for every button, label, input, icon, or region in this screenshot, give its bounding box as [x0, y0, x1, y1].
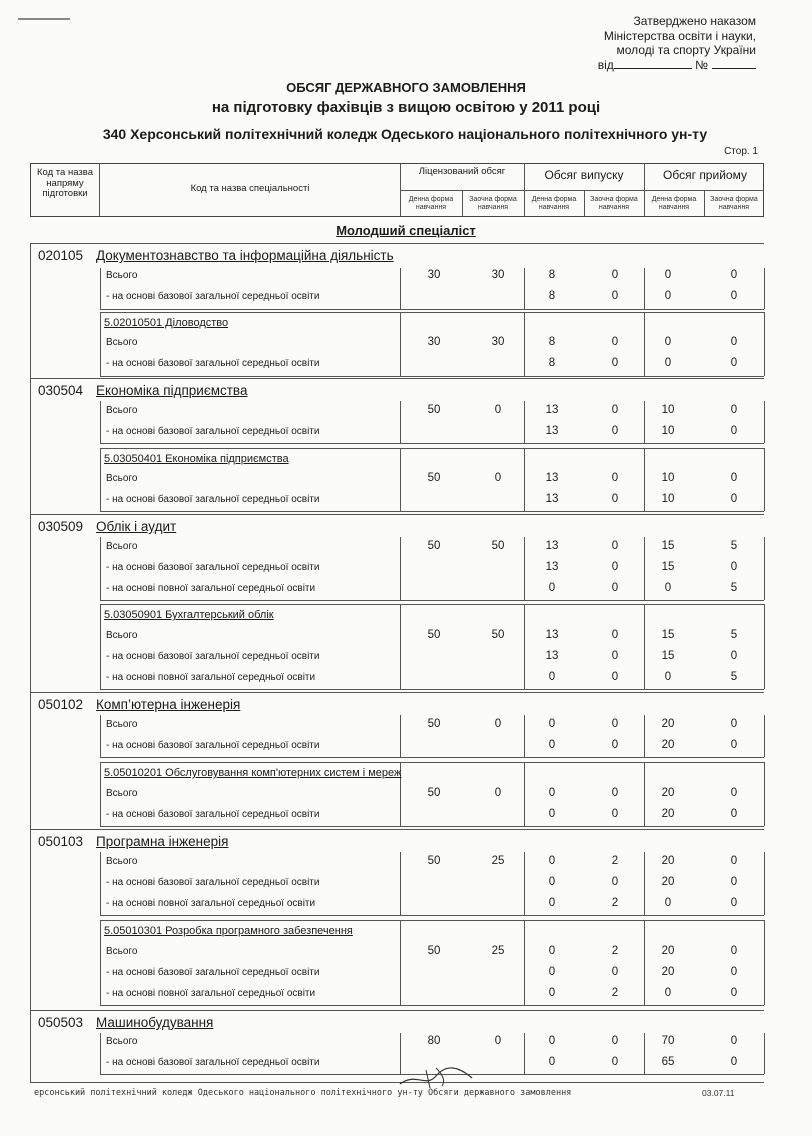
table-cell: 0 [611, 472, 619, 484]
block-top [100, 920, 764, 921]
subspecialty-name: 5.03050401 Економіка підприємства [104, 453, 289, 465]
table-cell: 0 [611, 739, 619, 751]
table-cell: 0 [611, 650, 619, 662]
subspecialty-name: 5.03050901 Бухгалтерський облік [104, 609, 274, 621]
footer-date: 03.07.11 [702, 1088, 735, 1098]
column-rule [644, 312, 645, 376]
specialty-code: 030509 [38, 519, 84, 534]
table-cell: 13 [545, 493, 559, 505]
table-cell: 0 [611, 629, 619, 641]
document-subtitle: на підготовку фахівців з вищою освітою у 2011 році [211, 99, 601, 116]
table-cell: 0 [730, 808, 738, 820]
column-rule [400, 715, 401, 757]
specialty-code: 050103 [38, 834, 84, 849]
table-cell: 13 [545, 650, 559, 662]
table-cell: 13 [545, 472, 559, 484]
table-cell: 15 [661, 629, 675, 641]
table-cell: 13 [545, 629, 559, 641]
column-rule [644, 762, 645, 826]
table-cell: 0 [664, 336, 672, 348]
table-cell: 70 [661, 1035, 675, 1047]
header-adm-extramural: Заочна форма навчання [710, 196, 758, 211]
table-cell: 0 [611, 787, 619, 799]
column-rule [400, 537, 401, 600]
table-cell: 0 [548, 945, 556, 957]
header-lic-extramural: Заочна форма навчання [469, 196, 517, 211]
table-cell: 0 [494, 787, 502, 799]
column-rule [644, 537, 645, 600]
table-cell: 13 [545, 404, 559, 416]
table-cell: 0 [611, 540, 619, 552]
table-cell: 2 [611, 945, 619, 957]
table-cell: 0 [611, 404, 619, 416]
column-rule [100, 762, 101, 826]
section-separator [30, 514, 764, 515]
table-cell: 0 [730, 966, 738, 978]
table-cell: 0 [611, 966, 619, 978]
column-rule [400, 920, 401, 1005]
block-bottom [100, 826, 764, 827]
approval-line-2: Міністерства освіти і науки, [603, 28, 756, 43]
table-cell: 0 [730, 718, 738, 730]
row-label: - на основі базової загальної середньої освіти [106, 651, 320, 662]
specialty-name: Комп’ютерна інженерія [96, 697, 241, 712]
table-cell: 0 [664, 269, 672, 281]
column-rule [644, 401, 645, 443]
row-label: - на основі базової загальної середньої освіти [106, 291, 320, 302]
table-cell: 13 [545, 425, 559, 437]
right-rule [764, 312, 765, 376]
table-cell: 0 [548, 582, 556, 594]
block-top [100, 312, 764, 313]
header-licensed: Ліцензований обсяг [418, 166, 506, 177]
specialty-heading [38, 834, 228, 849]
block-bottom [100, 600, 764, 601]
table-cell: 10 [661, 472, 675, 484]
specialty-heading [38, 248, 394, 263]
table-cell: 0 [664, 357, 672, 369]
table-cell: 0 [664, 290, 672, 302]
column-rule [644, 715, 645, 757]
right-rule [764, 1033, 765, 1074]
table-cell: 0 [494, 472, 502, 484]
institution-title: 340 Херсонський політехнічний коледж Одеського національного політехнічного ун-ту [102, 126, 708, 142]
right-rule [764, 852, 765, 915]
table-cell: 0 [494, 1035, 502, 1047]
footer-text: ерсонський політехнічний коледж Одеського національного політехнічного ун-ту Обсяги державного замовлення [34, 1088, 572, 1098]
block-bottom [100, 1005, 764, 1006]
table-cell: 0 [730, 987, 738, 999]
specialty-code: 030504 [38, 383, 84, 398]
header-adm-day: Денна форма навчання [651, 196, 697, 211]
table-cell: 0 [548, 739, 556, 751]
table-cell: 5 [730, 671, 738, 683]
row-label: Всього [106, 719, 138, 730]
table-cell: 50 [427, 472, 441, 484]
table-cell: 50 [491, 629, 505, 641]
right-rule [764, 920, 765, 1005]
page-number: Стор. 1 [724, 146, 758, 157]
table-cell: 0 [548, 987, 556, 999]
table-cell: 20 [661, 787, 675, 799]
table-cell: 0 [548, 671, 556, 683]
table-cell: 30 [491, 336, 505, 348]
table-cell: 20 [661, 876, 675, 888]
row-label: - на основі базової загальної середньої освіти [106, 562, 320, 573]
section-separator [30, 243, 764, 244]
table-cell: 0 [611, 269, 619, 281]
column-rule [400, 312, 401, 376]
table-cell: 0 [548, 718, 556, 730]
table-cell: 0 [730, 650, 738, 662]
row-label: Всього [106, 946, 138, 957]
subspecialty-name: 5.02010501 Діловодство [104, 317, 229, 329]
column-rule [400, 268, 401, 309]
right-rule [764, 604, 765, 689]
column-rule [100, 312, 101, 376]
column-rule [644, 1033, 645, 1074]
table-cell: 0 [664, 987, 672, 999]
table-cell: 8 [548, 357, 556, 369]
table-cell: 65 [661, 1056, 675, 1068]
table-cell: 0 [611, 1035, 619, 1047]
table-cell: 25 [491, 945, 505, 957]
table-cell: 0 [548, 897, 556, 909]
column-rule [644, 268, 645, 309]
table-cell: 50 [427, 540, 441, 552]
row-label: Всього [106, 337, 138, 348]
table-cell: 0 [611, 336, 619, 348]
table-cell: 30 [427, 269, 441, 281]
column-rule [524, 852, 525, 915]
specialty-code: 050102 [38, 697, 84, 712]
table-cell: 20 [661, 855, 675, 867]
header-code-specialty: Код та назва спеціальності [190, 183, 310, 194]
approval-date-number [526, 58, 756, 73]
table-cell: 15 [661, 650, 675, 662]
row-label: - на основі базової загальної середньої освіти [106, 809, 320, 820]
table-cell: 0 [730, 739, 738, 751]
table-cell: 20 [661, 966, 675, 978]
table-cell: 0 [611, 808, 619, 820]
table-cell: 0 [730, 493, 738, 505]
column-rule [100, 401, 101, 443]
column-rule [524, 537, 525, 600]
table-cell: 20 [661, 808, 675, 820]
block-top [100, 762, 764, 763]
specialty-code: 050503 [38, 1015, 84, 1030]
row-label: Всього [106, 405, 138, 416]
specialty-name: Облік і аудит [96, 519, 177, 534]
table-cell: 10 [661, 425, 675, 437]
column-rule [644, 604, 645, 689]
column-rule [400, 604, 401, 689]
right-rule [764, 715, 765, 757]
table-cell: 10 [661, 493, 675, 505]
table-cell: 0 [730, 787, 738, 799]
specialty-heading [38, 519, 176, 534]
header-graduation: Обсяг випуску [544, 168, 624, 182]
right-rule [764, 448, 765, 511]
table-cell: 13 [545, 540, 559, 552]
header-grad-extramural: Заочна форма навчання [590, 196, 638, 211]
table-cell: 0 [664, 582, 672, 594]
table-cell: 0 [611, 582, 619, 594]
column-rule [100, 1033, 101, 1074]
column-rule [400, 401, 401, 443]
column-rule [644, 920, 645, 1005]
table-cell: 0 [494, 718, 502, 730]
table-cell: 5 [730, 540, 738, 552]
table-cell: 0 [730, 561, 738, 573]
table-cell: 0 [611, 561, 619, 573]
table-cell: 5 [730, 629, 738, 641]
table-cell: 0 [611, 671, 619, 683]
section-title: Молодший спеціаліст [336, 223, 476, 238]
row-label: Всього [106, 630, 138, 641]
table-cell: 30 [427, 336, 441, 348]
table-cell: 0 [730, 945, 738, 957]
table-cell: 0 [730, 404, 738, 416]
table-cell: 0 [730, 1056, 738, 1068]
table-cell: 0 [730, 472, 738, 484]
header-admission: Обсяг прийому [663, 168, 747, 182]
column-rule [100, 448, 101, 511]
table-header [30, 163, 764, 217]
right-rule [764, 401, 765, 443]
table-cell: 15 [661, 561, 675, 573]
subspecialty-name: 5.05010201 Обслуговування комп'ютерних систем і мереж [104, 767, 402, 779]
column-rule [524, 312, 525, 376]
section-separator [30, 692, 764, 693]
scan-mark [18, 18, 70, 30]
table-cell: 0 [611, 718, 619, 730]
table-cell: 0 [611, 290, 619, 302]
block-bottom [100, 443, 764, 444]
row-label: Всього [106, 541, 138, 552]
row-label: - на основі повної загальної середньої освіти [106, 672, 316, 683]
table-cell: 2 [611, 987, 619, 999]
column-rule [100, 537, 101, 600]
column-rule [524, 604, 525, 689]
table-cell: 0 [611, 357, 619, 369]
section-separator [30, 378, 764, 379]
row-label: - на основі повної загальної середньої освіти [106, 583, 316, 594]
column-rule [644, 448, 645, 511]
block-bottom [100, 757, 764, 758]
document-title: ОБСЯГ ДЕРЖАВНОГО ЗАМОВЛЕННЯ [286, 80, 526, 95]
table-cell: 0 [548, 966, 556, 978]
subspecialty-name: 5.05010301 Розробка програмного забезпечення [104, 925, 353, 937]
column-rule [644, 852, 645, 915]
column-rule [100, 852, 101, 915]
section-separator [30, 829, 764, 830]
header-grad-day: Денна форма навчання [531, 196, 577, 211]
column-rule [524, 1033, 525, 1074]
column-rule [100, 920, 101, 1005]
table-cell: 0 [611, 1056, 619, 1068]
column-rule [100, 604, 101, 689]
table-cell: 50 [427, 855, 441, 867]
specialty-code: 020105 [38, 248, 84, 263]
table-cell: 0 [730, 876, 738, 888]
block-bottom [100, 689, 764, 690]
header-code-direction: Код та назва напряму підготовки [37, 167, 93, 199]
column-rule [524, 715, 525, 757]
column-rule [524, 448, 525, 511]
table-cell: 30 [491, 269, 505, 281]
block-bottom [100, 511, 764, 512]
table-cell: 0 [730, 357, 738, 369]
number-prefix: № [695, 57, 708, 72]
row-label: - на основі базової загальної середньої освіти [106, 740, 320, 751]
column-rule [100, 715, 101, 757]
table-cell: 0 [730, 1035, 738, 1047]
row-label: - на основі повної загальної середньої освіти [106, 898, 316, 909]
date-prefix: від [597, 57, 614, 72]
specialty-name: Документознавство та інформаційна діяльність [96, 248, 394, 263]
row-label: Всього [106, 270, 138, 281]
table-cell: 0 [730, 897, 738, 909]
table-cell: 0 [548, 1035, 556, 1047]
row-label: - на основі базової загальної середньої освіти [106, 494, 320, 505]
specialty-heading [38, 697, 240, 712]
table-cell: 0 [730, 336, 738, 348]
table-cell: 8 [548, 290, 556, 302]
table-cell: 0 [730, 855, 738, 867]
column-rule [400, 852, 401, 915]
column-rule [524, 762, 525, 826]
table-cell: 15 [661, 540, 675, 552]
right-rule [764, 537, 765, 600]
table-cell: 0 [664, 671, 672, 683]
approval-stamp [526, 14, 756, 72]
table-cell: 20 [661, 718, 675, 730]
row-label: - на основі базової загальної середньої освіти [106, 967, 320, 978]
row-label: Всього [106, 788, 138, 799]
table-cell: 0 [548, 808, 556, 820]
column-rule [400, 448, 401, 511]
table-cell: 5 [730, 582, 738, 594]
table-cell: 0 [730, 269, 738, 281]
table-cell: 8 [548, 336, 556, 348]
column-rule [524, 401, 525, 443]
row-label: - на основі базової загальної середньої освіти [106, 1057, 320, 1068]
column-rule [524, 920, 525, 1005]
right-rule [764, 268, 765, 309]
table-cell: 0 [548, 1056, 556, 1068]
table-cell: 25 [491, 855, 505, 867]
table-cell: 0 [548, 855, 556, 867]
table-cell: 50 [427, 787, 441, 799]
table-cell: 2 [611, 855, 619, 867]
column-rule [524, 268, 525, 309]
section-separator [30, 1010, 764, 1011]
table-left-border [30, 243, 31, 1083]
table-cell: 0 [611, 876, 619, 888]
table-cell: 0 [494, 404, 502, 416]
table-cell: 0 [548, 787, 556, 799]
table-cell: 50 [427, 945, 441, 957]
table-cell: 10 [661, 404, 675, 416]
specialty-heading [38, 383, 247, 398]
table-cell: 8 [548, 269, 556, 281]
specialty-name: Економіка підприємства [96, 383, 248, 398]
approval-line-3: молоді та спорту України [616, 43, 756, 57]
table-cell: 50 [427, 404, 441, 416]
table-cell: 0 [611, 493, 619, 505]
table-cell: 20 [661, 945, 675, 957]
table-cell: 50 [427, 629, 441, 641]
row-label: Всього [106, 856, 138, 867]
table-cell: 0 [664, 897, 672, 909]
row-label: - на основі повної загальної середньої освіти [106, 988, 316, 999]
table-cell: 13 [545, 561, 559, 573]
row-label: Всього [106, 473, 138, 484]
table-cell: 0 [730, 290, 738, 302]
header-lic-day: Денна форма навчання [408, 196, 454, 211]
right-rule [764, 762, 765, 826]
table-cell: 20 [661, 739, 675, 751]
block-bottom [100, 309, 764, 310]
table-cell: 0 [548, 876, 556, 888]
table-cell: 80 [427, 1035, 441, 1047]
row-label: Всього [106, 1036, 138, 1047]
block-bottom [100, 915, 764, 916]
specialty-heading [38, 1015, 213, 1030]
column-rule [100, 268, 101, 309]
table-cell: 0 [730, 425, 738, 437]
block-top [100, 448, 764, 449]
table-cell: 50 [427, 718, 441, 730]
specialty-name: Машинобудування [96, 1015, 214, 1030]
row-label: - на основі базової загальної середньої освіти [106, 877, 320, 888]
specialty-name: Програмна інженерія [96, 834, 229, 849]
block-top [100, 604, 764, 605]
row-label: - на основі базової загальної середньої освіти [106, 358, 320, 369]
table-cell: 2 [611, 897, 619, 909]
table-cell: 50 [491, 540, 505, 552]
approval-line-1: Затверджено наказом [633, 14, 756, 28]
row-label: - на основі базової загальної середньої освіти [106, 426, 320, 437]
table-cell: 0 [611, 425, 619, 437]
block-bottom [100, 376, 764, 377]
